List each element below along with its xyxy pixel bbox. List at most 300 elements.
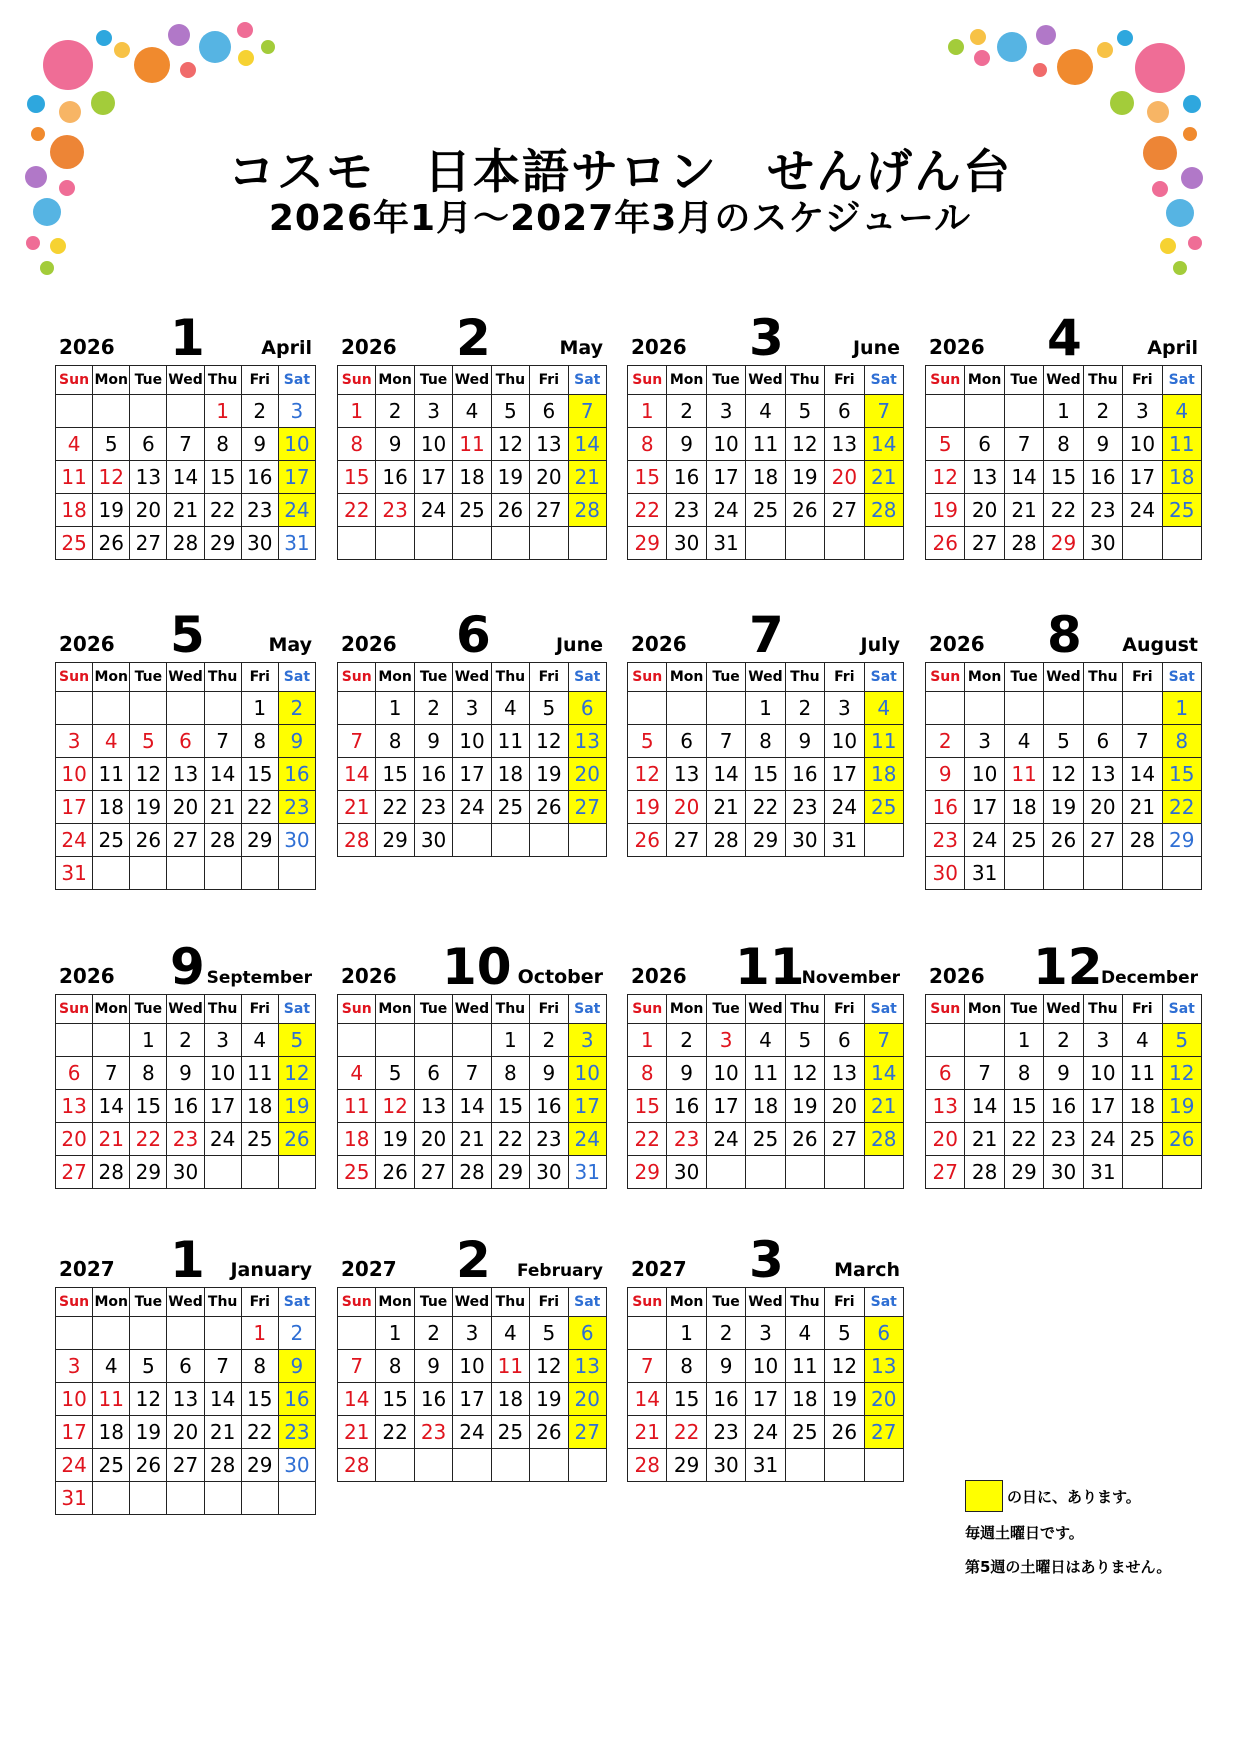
- day-cell: 4: [1162, 395, 1201, 428]
- month-table: [337, 662, 607, 857]
- weekday-header: Wed: [746, 995, 785, 1024]
- empty-cell: [965, 692, 1004, 725]
- day-cell: 8: [204, 428, 241, 461]
- day-cell: 5: [530, 692, 568, 725]
- day-cell: 2: [667, 395, 706, 428]
- day-cell: 24: [1123, 494, 1162, 527]
- empty-cell: [278, 857, 315, 890]
- month-year: 2026: [631, 964, 687, 988]
- weekday-header: Tue: [130, 663, 167, 692]
- day-cell: 20: [167, 791, 204, 824]
- day-cell: 21: [864, 461, 903, 494]
- month-english-name: October: [517, 966, 603, 988]
- weekday-header: Thu: [785, 366, 824, 395]
- day-cell: 23: [241, 494, 278, 527]
- empty-cell: [628, 1317, 667, 1350]
- weekday-header: Fri: [530, 995, 568, 1024]
- day-cell: 7: [204, 1350, 241, 1383]
- day-cell: 28: [338, 1449, 376, 1482]
- weekday-header: Fri: [1123, 663, 1162, 692]
- day-cell: 26: [278, 1123, 315, 1156]
- day-cell: 25: [746, 494, 785, 527]
- day-cell: 19: [785, 461, 824, 494]
- month-table: [925, 365, 1202, 560]
- weekday-header: Mon: [376, 663, 414, 692]
- day-cell: 28: [864, 1123, 903, 1156]
- day-cell: 29: [130, 1156, 167, 1189]
- day-cell: 11: [453, 428, 491, 461]
- weekday-header: Thu: [204, 663, 241, 692]
- month-header: [55, 924, 316, 994]
- day-cell: 4: [1123, 1024, 1162, 1057]
- day-cell: 16: [167, 1090, 204, 1123]
- day-cell: 27: [1083, 824, 1122, 857]
- day-cell: 3: [568, 1024, 606, 1057]
- empty-cell: [706, 1156, 745, 1189]
- empty-cell: [628, 692, 667, 725]
- day-cell: 19: [530, 1383, 568, 1416]
- day-cell: 14: [167, 461, 204, 494]
- month-number: 10: [442, 938, 512, 996]
- day-cell: 10: [965, 758, 1004, 791]
- day-cell: 26: [1044, 824, 1083, 857]
- day-cell: 25: [56, 527, 93, 560]
- day-cell: 28: [628, 1449, 667, 1482]
- day-cell: 27: [530, 494, 568, 527]
- day-cell: 28: [965, 1156, 1004, 1189]
- day-cell: 4: [338, 1057, 376, 1090]
- month-calendar: [627, 1217, 904, 1482]
- empty-cell: [1004, 857, 1043, 890]
- empty-cell: [204, 857, 241, 890]
- weekday-header: Sun: [628, 366, 667, 395]
- day-cell: 2: [785, 692, 824, 725]
- weekday-header: Sun: [56, 366, 93, 395]
- day-cell: 19: [926, 494, 965, 527]
- day-cell: 8: [491, 1057, 529, 1090]
- day-cell: 6: [825, 395, 864, 428]
- day-cell: 3: [825, 692, 864, 725]
- day-cell: 28: [864, 494, 903, 527]
- empty-cell: [130, 857, 167, 890]
- empty-cell: [926, 1024, 965, 1057]
- day-cell: 22: [746, 791, 785, 824]
- weekday-header: Sun: [338, 366, 376, 395]
- day-cell: 13: [667, 758, 706, 791]
- day-cell: 10: [568, 1057, 606, 1090]
- day-cell: 10: [453, 725, 491, 758]
- weekday-header: Tue: [130, 366, 167, 395]
- day-cell: 22: [628, 494, 667, 527]
- month-number: 12: [1033, 938, 1103, 996]
- weekday-header: Thu: [491, 663, 529, 692]
- day-cell: 19: [376, 1123, 414, 1156]
- empty-cell: [1044, 692, 1083, 725]
- day-cell: 6: [926, 1057, 965, 1090]
- month-header: [627, 1217, 904, 1287]
- day-cell: 14: [568, 428, 606, 461]
- empty-cell: [56, 692, 93, 725]
- day-cell: 4: [785, 1317, 824, 1350]
- day-cell: 4: [453, 395, 491, 428]
- day-cell: 22: [241, 791, 278, 824]
- day-cell: 7: [706, 725, 745, 758]
- day-cell: 21: [706, 791, 745, 824]
- weekday-header: Thu: [1083, 663, 1122, 692]
- day-cell: 7: [204, 725, 241, 758]
- day-cell: 7: [338, 1350, 376, 1383]
- day-cell: 22: [667, 1416, 706, 1449]
- day-cell: 17: [56, 1416, 93, 1449]
- weekday-header: Sat: [1162, 663, 1201, 692]
- day-cell: 20: [926, 1123, 965, 1156]
- empty-cell: [864, 527, 903, 560]
- empty-cell: [93, 1024, 130, 1057]
- month-year: 2027: [631, 1257, 687, 1281]
- day-cell: 18: [56, 494, 93, 527]
- day-cell: 16: [376, 461, 414, 494]
- day-cell: 3: [204, 1024, 241, 1057]
- day-cell: 8: [376, 725, 414, 758]
- day-cell: 28: [167, 527, 204, 560]
- month-calendar: [925, 924, 1202, 1189]
- empty-cell: [414, 1024, 452, 1057]
- month-calendar: [55, 924, 316, 1189]
- day-cell: 17: [746, 1383, 785, 1416]
- day-cell: 9: [414, 725, 452, 758]
- day-cell: 6: [667, 725, 706, 758]
- day-cell: 14: [338, 758, 376, 791]
- day-cell: 28: [706, 824, 745, 857]
- empty-cell: [568, 824, 606, 857]
- day-cell: 18: [338, 1123, 376, 1156]
- day-cell: 6: [530, 395, 568, 428]
- month-calendar: [627, 592, 904, 857]
- weekday-header: Mon: [93, 995, 130, 1024]
- day-cell: 25: [491, 1416, 529, 1449]
- month-calendar: [55, 1217, 316, 1515]
- day-cell: 29: [1044, 527, 1083, 560]
- day-cell: 26: [530, 791, 568, 824]
- day-cell: 25: [241, 1123, 278, 1156]
- weekday-header: Sat: [568, 995, 606, 1024]
- month-year: 2026: [341, 335, 397, 359]
- day-cell: 9: [376, 428, 414, 461]
- month-number: 1: [170, 309, 205, 367]
- day-cell: 19: [1044, 791, 1083, 824]
- month-calendar: [337, 592, 607, 857]
- month-number: 9: [170, 938, 205, 996]
- weekday-header: Fri: [241, 995, 278, 1024]
- day-cell: 25: [338, 1156, 376, 1189]
- month-number: 1: [170, 1231, 205, 1289]
- empty-cell: [338, 692, 376, 725]
- day-cell: 6: [864, 1317, 903, 1350]
- weekday-header: Sat: [1162, 366, 1201, 395]
- empty-cell: [1004, 692, 1043, 725]
- day-cell: 10: [706, 428, 745, 461]
- day-cell: 14: [1123, 758, 1162, 791]
- day-cell: 9: [1083, 428, 1122, 461]
- month-year: 2026: [59, 335, 115, 359]
- day-cell: 17: [1123, 461, 1162, 494]
- weekday-header: Wed: [1044, 366, 1083, 395]
- day-cell: 11: [491, 725, 529, 758]
- day-cell: 17: [825, 758, 864, 791]
- day-cell: 18: [93, 791, 130, 824]
- day-cell: 15: [241, 1383, 278, 1416]
- day-cell: 14: [965, 1090, 1004, 1123]
- day-cell: 21: [338, 1416, 376, 1449]
- day-cell: 25: [864, 791, 903, 824]
- day-cell: 26: [1162, 1123, 1201, 1156]
- day-cell: 17: [706, 1090, 745, 1123]
- day-cell: 15: [376, 758, 414, 791]
- day-cell: 8: [746, 725, 785, 758]
- day-cell: 23: [1044, 1123, 1083, 1156]
- weekday-header: Sun: [926, 366, 965, 395]
- weekday-header: Mon: [93, 1288, 130, 1317]
- day-cell: 19: [825, 1383, 864, 1416]
- day-cell: 1: [376, 1317, 414, 1350]
- empty-cell: [204, 1156, 241, 1189]
- weekday-header: Tue: [130, 1288, 167, 1317]
- day-cell: 26: [130, 1449, 167, 1482]
- day-cell: 29: [204, 527, 241, 560]
- day-cell: 22: [241, 1416, 278, 1449]
- day-cell: 9: [167, 1057, 204, 1090]
- weekday-header: Wed: [746, 1288, 785, 1317]
- month-english-name: January: [230, 1259, 312, 1281]
- day-cell: 23: [926, 824, 965, 857]
- month-table: [337, 1287, 607, 1482]
- weekday-header: Thu: [491, 995, 529, 1024]
- empty-cell: [530, 1449, 568, 1482]
- day-cell: 24: [825, 791, 864, 824]
- month-number: 11: [735, 938, 805, 996]
- empty-cell: [491, 1449, 529, 1482]
- day-cell: 29: [241, 824, 278, 857]
- month-number: 2: [456, 309, 491, 367]
- month-english-name: March: [834, 1259, 900, 1281]
- day-cell: 16: [785, 758, 824, 791]
- day-cell: 11: [864, 725, 903, 758]
- empty-cell: [204, 1317, 241, 1350]
- month-english-name: April: [1147, 337, 1198, 359]
- day-cell: 15: [338, 461, 376, 494]
- day-cell: 23: [167, 1123, 204, 1156]
- day-cell: 3: [56, 725, 93, 758]
- empty-cell: [864, 1449, 903, 1482]
- month-english-name: May: [268, 634, 312, 656]
- day-cell: 23: [278, 1416, 315, 1449]
- empty-cell: [825, 1156, 864, 1189]
- empty-cell: [746, 1156, 785, 1189]
- day-cell: 8: [241, 1350, 278, 1383]
- day-cell: 8: [130, 1057, 167, 1090]
- day-cell: 23: [278, 791, 315, 824]
- day-cell: 26: [825, 1416, 864, 1449]
- day-cell: 2: [926, 725, 965, 758]
- month-english-name: August: [1122, 634, 1198, 656]
- day-cell: 13: [530, 428, 568, 461]
- day-cell: 5: [926, 428, 965, 461]
- month-year: 2026: [59, 964, 115, 988]
- day-cell: 11: [746, 1057, 785, 1090]
- weekday-header: Wed: [453, 1288, 491, 1317]
- day-cell: 15: [628, 461, 667, 494]
- day-cell: 14: [1004, 461, 1043, 494]
- day-cell: 4: [864, 692, 903, 725]
- day-cell: 2: [414, 692, 452, 725]
- day-cell: 25: [93, 1449, 130, 1482]
- day-cell: 25: [746, 1123, 785, 1156]
- day-cell: 30: [278, 1449, 315, 1482]
- day-cell: 13: [167, 1383, 204, 1416]
- day-cell: 13: [1083, 758, 1122, 791]
- day-cell: 21: [568, 461, 606, 494]
- day-cell: 11: [93, 758, 130, 791]
- empty-cell: [167, 1482, 204, 1515]
- day-cell: 6: [414, 1057, 452, 1090]
- empty-cell: [568, 527, 606, 560]
- weekday-header: Mon: [965, 366, 1004, 395]
- day-cell: 7: [864, 395, 903, 428]
- day-cell: 24: [706, 494, 745, 527]
- month-year: 2027: [59, 1257, 115, 1281]
- day-cell: 21: [453, 1123, 491, 1156]
- day-cell: 21: [204, 1416, 241, 1449]
- empty-cell: [453, 527, 491, 560]
- day-cell: 28: [204, 1449, 241, 1482]
- weekday-header: Mon: [667, 366, 706, 395]
- empty-cell: [568, 1449, 606, 1482]
- day-cell: 29: [667, 1449, 706, 1482]
- month-number: 6: [456, 606, 491, 664]
- day-cell: 21: [167, 494, 204, 527]
- empty-cell: [785, 1449, 824, 1482]
- day-cell: 21: [965, 1123, 1004, 1156]
- day-cell: 1: [376, 692, 414, 725]
- empty-cell: [1162, 527, 1201, 560]
- day-cell: 1: [628, 395, 667, 428]
- day-cell: 14: [453, 1090, 491, 1123]
- day-cell: 1: [628, 1024, 667, 1057]
- empty-cell: [376, 527, 414, 560]
- day-cell: 1: [338, 395, 376, 428]
- day-cell: 5: [530, 1317, 568, 1350]
- day-cell: 31: [746, 1449, 785, 1482]
- empty-cell: [1123, 692, 1162, 725]
- day-cell: 21: [338, 791, 376, 824]
- day-cell: 19: [93, 494, 130, 527]
- day-cell: 5: [491, 395, 529, 428]
- empty-cell: [93, 857, 130, 890]
- day-cell: 20: [530, 461, 568, 494]
- month-english-name: June: [852, 337, 900, 359]
- day-cell: 9: [667, 428, 706, 461]
- day-cell: 31: [965, 857, 1004, 890]
- day-cell: 13: [965, 461, 1004, 494]
- day-cell: 19: [628, 791, 667, 824]
- day-cell: 12: [93, 461, 130, 494]
- day-cell: 17: [568, 1090, 606, 1123]
- day-cell: 18: [746, 461, 785, 494]
- day-cell: 20: [864, 1383, 903, 1416]
- day-cell: 12: [376, 1090, 414, 1123]
- month-header: [925, 924, 1202, 994]
- month-year: 2026: [929, 964, 985, 988]
- day-cell: 11: [241, 1057, 278, 1090]
- weekday-header: Thu: [204, 1288, 241, 1317]
- day-cell: 6: [1083, 725, 1122, 758]
- day-cell: 31: [56, 1482, 93, 1515]
- day-cell: 6: [568, 1317, 606, 1350]
- weekday-header: Wed: [746, 663, 785, 692]
- day-cell: 2: [167, 1024, 204, 1057]
- weekday-header: Sat: [1162, 995, 1201, 1024]
- day-cell: 8: [241, 725, 278, 758]
- day-cell: 20: [130, 494, 167, 527]
- day-cell: 21: [204, 791, 241, 824]
- day-cell: 23: [530, 1123, 568, 1156]
- day-cell: 4: [93, 1350, 130, 1383]
- empty-cell: [491, 824, 529, 857]
- day-cell: 24: [414, 494, 452, 527]
- empty-cell: [530, 527, 568, 560]
- month-calendar: [337, 924, 607, 1189]
- day-cell: 9: [530, 1057, 568, 1090]
- weekday-header: Sat: [278, 366, 315, 395]
- day-cell: 23: [414, 1416, 452, 1449]
- day-cell: 6: [167, 1350, 204, 1383]
- day-cell: 19: [491, 461, 529, 494]
- day-cell: 18: [864, 758, 903, 791]
- day-cell: 26: [130, 824, 167, 857]
- month-header: [925, 295, 1202, 365]
- weekday-header: Fri: [241, 663, 278, 692]
- day-cell: 31: [706, 527, 745, 560]
- weekday-header: Sat: [864, 1288, 903, 1317]
- day-cell: 14: [706, 758, 745, 791]
- day-cell: 23: [706, 1416, 745, 1449]
- day-cell: 13: [864, 1350, 903, 1383]
- day-cell: 27: [167, 824, 204, 857]
- day-cell: 18: [241, 1090, 278, 1123]
- empty-cell: [1123, 1156, 1162, 1189]
- day-cell: 24: [56, 824, 93, 857]
- weekday-header: Sat: [568, 1288, 606, 1317]
- weekday-header: Sun: [338, 995, 376, 1024]
- day-cell: 23: [667, 1123, 706, 1156]
- empty-cell: [965, 395, 1004, 428]
- weekday-header: Thu: [1083, 366, 1122, 395]
- day-cell: 20: [1083, 791, 1122, 824]
- day-cell: 8: [376, 1350, 414, 1383]
- day-cell: 9: [706, 1350, 745, 1383]
- day-cell: 13: [825, 428, 864, 461]
- month-header: [55, 592, 316, 662]
- month-number: 5: [170, 606, 205, 664]
- empty-cell: [1162, 1156, 1201, 1189]
- day-cell: 27: [926, 1156, 965, 1189]
- day-cell: 12: [278, 1057, 315, 1090]
- day-cell: 12: [130, 758, 167, 791]
- day-cell: 7: [453, 1057, 491, 1090]
- day-cell: 26: [530, 1416, 568, 1449]
- day-cell: 19: [785, 1090, 824, 1123]
- day-cell: 14: [204, 758, 241, 791]
